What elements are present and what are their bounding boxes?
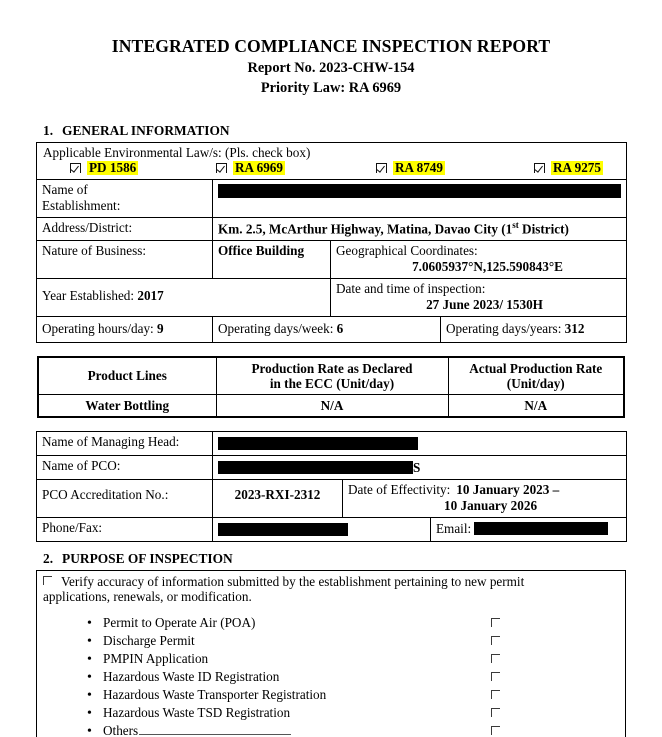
production-rate-table	[37, 356, 625, 419]
list-item[interactable]	[87, 705, 619, 723]
operating-hours-value: 9	[157, 320, 164, 336]
law-option-ra6969[interactable]	[216, 161, 376, 175]
redaction-email	[474, 522, 608, 535]
checkbox-others-icon[interactable]	[491, 726, 502, 736]
bullet-icon: •	[87, 688, 92, 704]
operating-days-week-value: 6	[336, 320, 344, 336]
permit-list	[43, 615, 619, 737]
section2-number: 2.	[43, 550, 54, 566]
cell-product-line: Water Bottling	[38, 395, 216, 418]
bullet-icon: •	[87, 651, 92, 667]
section2-title: PURPOSE OF INSPECTION	[62, 550, 233, 566]
establishment-name-label-line2: Establishment:	[42, 198, 121, 214]
year-established-label: Year Established:	[42, 287, 135, 303]
section-purpose-of-inspection	[36, 551, 626, 737]
managing-head-value-cell	[213, 432, 627, 456]
nature-of-business-label-cell: Nature of Business:	[37, 241, 213, 279]
address-value-post: District)	[518, 221, 569, 237]
address-value-cell	[213, 217, 627, 240]
table-row	[37, 480, 627, 518]
phone-label-cell: Phone/Fax:	[37, 517, 213, 541]
section1-title: GENERAL INFORMATION	[62, 122, 230, 138]
header-actual-rate-line2: (Unit/day)	[506, 375, 565, 391]
operating-hours-cell	[37, 316, 213, 342]
effectivity-cell	[343, 480, 627, 518]
bullet-icon: •	[87, 669, 92, 685]
applicable-laws-cell	[37, 142, 627, 180]
table-row	[37, 217, 627, 240]
purpose-verify-row[interactable]	[43, 574, 619, 590]
inspection-datetime-value: 27 June 2023/ 1530H	[426, 296, 543, 312]
redaction-establishment-name	[218, 184, 621, 198]
permit-label-others: Others	[103, 723, 139, 737]
effectivity-label: Date of Effectivity:	[348, 482, 451, 498]
table-row	[37, 456, 627, 480]
managing-head-label-cell: Name of Managing Head:	[37, 432, 213, 456]
pco-name-suffix: S	[413, 460, 421, 476]
bullet-icon: •	[87, 706, 92, 722]
list-item[interactable]	[87, 615, 619, 633]
list-item[interactable]	[87, 651, 619, 669]
phone-value-cell	[213, 517, 431, 541]
checkbox-discharge-permit-icon[interactable]	[491, 636, 502, 647]
operating-days-year-label: Operating days/years:	[446, 320, 562, 336]
table-row	[37, 180, 627, 218]
redaction-managing-head	[218, 437, 418, 450]
operating-days-year-value: 312	[564, 320, 585, 336]
table-row	[37, 517, 627, 541]
purpose-verify-box	[36, 570, 626, 609]
email-label: Email:	[436, 520, 472, 536]
inspection-datetime-cell	[331, 278, 627, 316]
section1-heading	[36, 123, 626, 142]
header-declared-rate-line1: Production Rate as Declared	[251, 360, 413, 376]
law-option-ra9275[interactable]	[534, 161, 603, 175]
applicable-laws-options	[42, 161, 621, 175]
checkbox-ra9275-icon[interactable]	[534, 163, 545, 174]
establishment-name-label-cell	[37, 180, 213, 218]
list-item[interactable]	[87, 633, 619, 651]
pco-information-table	[36, 431, 627, 541]
geo-coordinates-cell	[331, 241, 627, 279]
cell-actual-rate: N/A	[448, 395, 624, 418]
redaction-pco-name	[218, 461, 413, 474]
checkbox-ra8749-icon[interactable]	[376, 163, 387, 174]
geo-coordinates-value: 7.0605937°N,125.590843°E	[412, 259, 563, 274]
list-item[interactable]	[87, 723, 619, 736]
law-label-ra6969: RA 6969	[235, 160, 283, 176]
establishment-name-label-line1: Name of	[42, 182, 88, 198]
nature-of-business-value-cell: Office Building	[213, 241, 331, 279]
applicable-laws-label: Applicable Environmental Law/s: (Pls. check box)	[43, 144, 311, 160]
effectivity-value-line2: 10 January 2026	[444, 498, 538, 513]
law-option-ra8749[interactable]	[376, 161, 534, 175]
law-label-ra9275: RA 9275	[553, 160, 601, 176]
general-information-table	[36, 142, 627, 343]
address-label-cell: Address/District:	[37, 217, 213, 240]
pco-table-wrapper	[36, 431, 626, 541]
document-title: INTEGRATED COMPLIANCE INSPECTION REPORT	[111, 36, 551, 56]
inspection-datetime-label: Date and time of inspection:	[336, 280, 486, 296]
section2-heading	[36, 551, 626, 570]
permit-list-box	[36, 609, 626, 737]
permit-label-pmpin-application: PMPIN Application	[103, 650, 209, 666]
email-cell	[431, 517, 627, 541]
accreditation-label-cell: PCO Accreditation No.:	[37, 480, 213, 518]
production-table-wrapper	[36, 356, 626, 419]
purpose-verify-text-line2: applications, renewals, or modification.	[43, 589, 252, 605]
permit-label-discharge-permit: Discharge Permit	[103, 632, 195, 648]
checkbox-hw-tsd-registration-icon[interactable]	[491, 708, 502, 719]
bullet-icon: •	[87, 633, 92, 649]
permit-label-hw-tsd-registration: Hazardous Waste TSD Registration	[103, 705, 291, 721]
document-header	[36, 0, 626, 97]
operating-hours-label: Operating hours/day:	[42, 320, 154, 336]
law-option-pd1586[interactable]	[70, 161, 216, 175]
header-actual-rate	[448, 357, 624, 395]
redaction-phone	[218, 523, 348, 536]
table-row	[37, 142, 627, 180]
checkbox-pmpin-application-icon[interactable]	[491, 654, 502, 665]
table-row	[37, 241, 627, 279]
law-label-pd1586: PD 1586	[89, 160, 137, 176]
year-established-value: 2017	[137, 287, 164, 303]
law-label-ra8749: RA 8749	[395, 160, 443, 176]
header-declared-rate	[216, 357, 448, 395]
list-item[interactable]	[87, 669, 619, 687]
table-row	[37, 432, 627, 456]
section-general-information	[36, 123, 626, 343]
pco-name-value-cell	[213, 456, 627, 480]
accreditation-value-cell: 2023-RXI-2312	[213, 480, 343, 518]
establishment-name-value-cell	[213, 180, 627, 218]
permit-label-poa: Permit to Operate Air (POA)	[103, 614, 256, 630]
checkbox-poa-icon[interactable]	[491, 618, 502, 629]
table-header-row	[38, 357, 624, 395]
header-actual-rate-line1: Actual Production Rate	[469, 360, 603, 376]
operating-days-week-cell	[213, 316, 441, 342]
checkbox-hw-transporter-registration-icon[interactable]	[491, 690, 502, 701]
effectivity-value-line1: 10 January 2023 –	[456, 482, 560, 498]
address-value-superscript: st	[512, 219, 519, 230]
table-row	[38, 395, 624, 418]
permit-label-hw-transporter-registration: Hazardous Waste Transporter Registration	[103, 687, 327, 703]
list-item[interactable]	[87, 687, 619, 705]
geo-coordinates-label: Geographical Coordinates:	[336, 243, 478, 259]
report-number: Report No. 2023-CHW-154	[247, 59, 415, 76]
operating-days-year-cell	[441, 316, 627, 342]
priority-law: Priority Law: RA 6969	[260, 79, 402, 96]
purpose-verify-text-line1: Verify accuracy of information submitted by the establishment pertaining to new permit	[61, 573, 525, 589]
address-value-pre: Km. 2.5, McArthur Highway, Matina, Davao City (1	[218, 221, 513, 237]
others-input-line[interactable]	[139, 723, 291, 735]
header-declared-rate-line2: in the ECC (Unit/day)	[269, 375, 395, 391]
checkbox-verify-accuracy-icon[interactable]	[43, 576, 54, 587]
pco-name-label-cell: Name of PCO:	[37, 456, 213, 480]
cell-declared-rate: N/A	[216, 395, 448, 418]
checkbox-ra6969-icon[interactable]	[216, 163, 227, 174]
header-product-lines: Product Lines	[38, 357, 216, 395]
year-established-cell	[37, 278, 331, 316]
table-row	[37, 278, 627, 316]
effectivity-row	[348, 482, 621, 498]
bullet-icon: •	[87, 615, 92, 631]
permit-label-hw-id-registration: Hazardous Waste ID Registration	[103, 668, 280, 684]
section1-number: 1.	[43, 122, 54, 138]
checkbox-hw-id-registration-icon[interactable]	[491, 672, 502, 683]
bullet-icon: •	[87, 724, 92, 737]
operating-days-week-label: Operating days/week:	[218, 320, 334, 336]
table-row	[37, 316, 627, 342]
checkbox-pd1586-icon[interactable]	[70, 163, 81, 174]
